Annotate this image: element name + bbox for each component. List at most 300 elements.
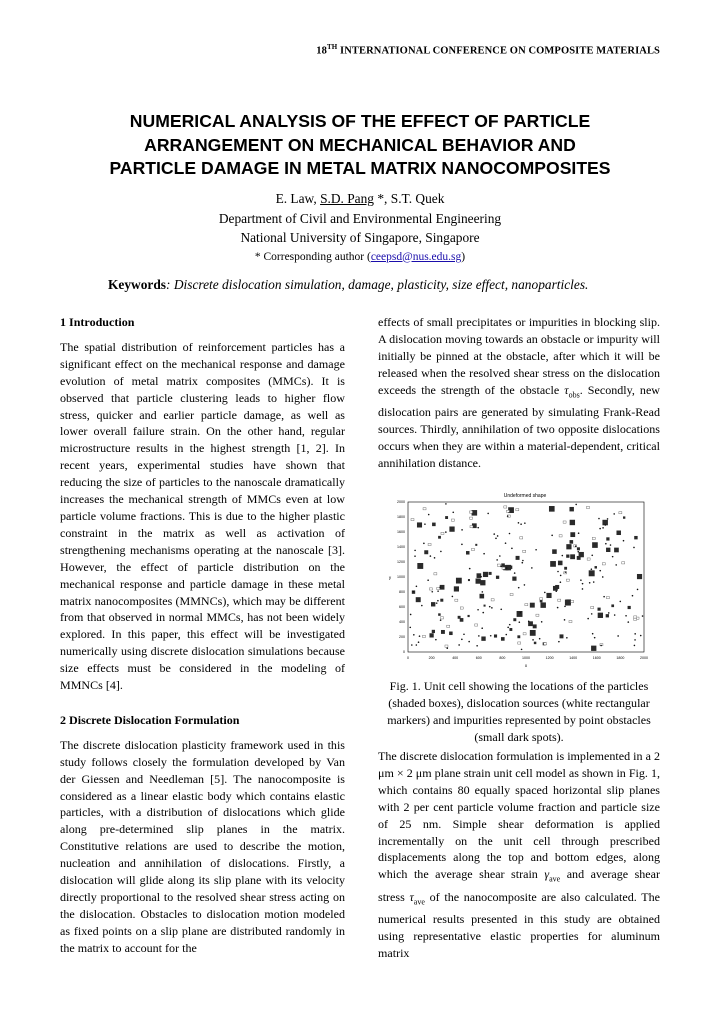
- obstacle-marker: [458, 644, 460, 646]
- obstacle-marker: [627, 621, 629, 623]
- obstacle-marker: [610, 544, 612, 546]
- source-marker: [622, 562, 625, 564]
- y-tick-label: 1600: [397, 530, 405, 535]
- obstacle-marker: [591, 568, 593, 570]
- particle-marker: [606, 548, 610, 552]
- obstacle-marker: [592, 633, 594, 635]
- obstacle-marker: [477, 527, 479, 529]
- right-column-top: [378, 314, 660, 472]
- y-tick-label: 1400: [397, 545, 405, 550]
- x-tick-label: 0: [407, 656, 409, 660]
- obstacle-marker: [625, 615, 627, 617]
- source-marker: [497, 564, 500, 566]
- particle-marker: [623, 516, 625, 518]
- x-tick-label: 1600: [592, 656, 601, 660]
- obstacle-marker: [518, 587, 520, 589]
- obstacle-marker: [575, 545, 577, 547]
- obstacle-marker: [524, 584, 526, 586]
- obstacle-marker: [520, 523, 522, 525]
- obstacle-marker: [564, 606, 566, 608]
- particle-marker: [416, 597, 421, 602]
- y-tick-label: 600: [399, 605, 405, 610]
- obstacle-marker: [544, 592, 546, 594]
- particle-marker: [566, 599, 571, 604]
- obstacle-marker: [520, 612, 522, 614]
- source-marker: [451, 519, 454, 521]
- particle-marker: [509, 566, 512, 569]
- obstacle-marker: [642, 615, 644, 617]
- obstacle-marker: [481, 627, 483, 629]
- obstacle-marker: [598, 518, 600, 520]
- obstacle-marker: [410, 614, 412, 616]
- affiliation-department: Department of Civil and Environmental Engineering: [218, 210, 502, 226]
- obstacle-marker: [412, 591, 414, 593]
- source-marker: [470, 526, 473, 528]
- source-marker: [441, 532, 444, 534]
- tau-subscript: obs: [568, 390, 580, 400]
- obstacle-marker: [528, 621, 530, 623]
- particle-marker: [429, 633, 433, 637]
- particle-marker: [589, 570, 595, 576]
- x-axis-label: x: [524, 663, 528, 668]
- obstacle-marker: [509, 533, 511, 535]
- obstacle-marker: [613, 513, 615, 515]
- particle-marker: [501, 637, 505, 641]
- obstacle-marker: [599, 570, 601, 572]
- obstacle-marker: [634, 633, 636, 635]
- particle-marker: [432, 523, 436, 527]
- source-marker: [558, 599, 561, 601]
- particle-marker: [637, 574, 642, 579]
- gamma-symbol: γ: [544, 867, 550, 882]
- particle-marker: [606, 614, 609, 617]
- particle-marker: [558, 561, 563, 566]
- impl-text-c: of the nanocomposite are also calculated. The numerical results presented in this study are obtained using representative elastic properties for aluminum matrix: [378, 889, 660, 960]
- particle-marker: [598, 613, 603, 618]
- particle-marker: [628, 606, 631, 609]
- obstacle-marker: [507, 515, 509, 517]
- obstacle-marker: [491, 607, 493, 609]
- obstacle-marker: [414, 555, 416, 557]
- obstacle-marker: [418, 641, 420, 643]
- particle-marker: [614, 548, 619, 553]
- particle-marker: [480, 580, 485, 585]
- particle-marker: [479, 594, 484, 599]
- obstacle-marker: [496, 559, 498, 561]
- x-tick-label: 200: [428, 656, 435, 660]
- obstacle-marker: [509, 624, 511, 626]
- obstacle-marker: [511, 548, 513, 550]
- obstacle-marker: [437, 590, 439, 592]
- header-ordinal: 18: [316, 45, 327, 57]
- particle-marker: [494, 634, 497, 637]
- plot-frame: [408, 502, 644, 652]
- particle-marker: [483, 572, 488, 577]
- particle-marker: [466, 551, 470, 555]
- obstacle-marker: [478, 635, 480, 637]
- particle-marker: [417, 563, 423, 569]
- obstacle-marker: [587, 618, 589, 620]
- obstacle-marker: [566, 637, 568, 639]
- obstacle-marker: [469, 568, 471, 570]
- source-marker: [540, 598, 543, 600]
- obstacle-marker: [514, 572, 516, 574]
- obstacle-marker: [599, 528, 601, 530]
- obstacle-marker: [575, 504, 577, 506]
- obstacle-marker: [637, 589, 639, 591]
- source-marker: [516, 509, 519, 511]
- obstacle-marker: [435, 639, 437, 641]
- particle-marker: [595, 566, 597, 568]
- obstacle-text-b: . Secondly, new dislocation pairs are generated by simulating Frank-Read sources. Thirdly, annihilation of two opposite dislocations occurs when they are within a material-dependent, critical annihilation distance.: [378, 382, 660, 470]
- left-column: [60, 314, 345, 957]
- y-tick-label: 800: [399, 590, 405, 595]
- particle-marker: [570, 532, 575, 537]
- source-marker: [569, 620, 572, 622]
- obstacle-marker: [557, 571, 559, 573]
- y-tick-label: 1000: [397, 575, 405, 580]
- y-tick-labels: [397, 500, 405, 654]
- obstacle-marker: [623, 540, 625, 542]
- obstacle-marker: [424, 523, 426, 525]
- particle-marker: [517, 611, 523, 617]
- x-tick-label: 1200: [545, 656, 554, 660]
- section-heading-formulation: 2 Discrete Dislocation Formulation: [60, 712, 240, 727]
- particle-marker: [512, 577, 516, 581]
- particle-marker: [534, 642, 536, 644]
- obstacle-marker: [614, 614, 616, 616]
- source-marker: [502, 567, 505, 569]
- source-marker: [634, 618, 637, 620]
- particle-marker: [431, 602, 435, 606]
- x-tick-label: 1400: [569, 656, 578, 660]
- obstacle-marker: [480, 576, 482, 578]
- obstacle-marker: [482, 612, 484, 614]
- obstacle-marker: [490, 635, 492, 637]
- obstacle-marker: [411, 644, 413, 646]
- source-marker: [447, 625, 450, 627]
- obstacle-marker: [582, 583, 584, 585]
- source-marker: [544, 643, 547, 645]
- obstacle-marker: [582, 588, 584, 590]
- source-marker: [445, 645, 448, 647]
- obstacle-marker: [615, 564, 617, 566]
- particle-marker: [598, 608, 601, 611]
- source-marker: [525, 604, 528, 606]
- plot-title: Undeformed shape: [503, 493, 547, 499]
- x-tick-label: 400: [452, 656, 459, 660]
- title-line-2: ARRANGEMENT ON MECHANICAL BEHAVIOR AND: [144, 134, 576, 155]
- obstacle-marker: [452, 596, 454, 598]
- source-marker: [518, 642, 521, 644]
- source-marker: [437, 587, 440, 589]
- source-marker: [523, 550, 526, 552]
- source-marker: [510, 593, 513, 595]
- tau-symbol-2: τ: [409, 889, 414, 904]
- source-marker: [428, 543, 431, 545]
- particle-marker: [475, 544, 477, 546]
- corr-suffix: ): [461, 250, 466, 263]
- obstacle-marker: [605, 543, 607, 545]
- particle-marker: [550, 561, 556, 567]
- obstacle-marker: [463, 633, 465, 635]
- obstacle-marker: [431, 591, 433, 593]
- particle-marker: [481, 636, 485, 640]
- keywords-label: Keywords: [108, 277, 167, 292]
- obstacle-marker: [640, 635, 642, 637]
- obstacle-marker: [524, 522, 526, 524]
- obstacle-marker: [461, 529, 463, 531]
- particle-marker: [449, 632, 453, 636]
- source-marker: [470, 517, 473, 519]
- particle-marker: [424, 550, 428, 554]
- obstacle-marker: [555, 590, 557, 592]
- particle-marker: [570, 554, 575, 559]
- obstacle-marker: [519, 621, 521, 623]
- obstacle-marker: [605, 524, 607, 526]
- obstacle-marker: [560, 581, 562, 583]
- particle-marker: [549, 506, 555, 512]
- corresponding-author: S.D. Pang: [320, 191, 375, 206]
- obstacle-marker: [607, 518, 609, 520]
- obstacle-marker: [421, 605, 423, 607]
- y-axis-label: y: [388, 575, 392, 580]
- obstacle-marker: [416, 644, 418, 646]
- particle-marker: [530, 630, 536, 636]
- obstacle-marker: [507, 627, 509, 629]
- obstacle-marker: [608, 612, 610, 614]
- x-tick-label: 1800: [616, 656, 625, 660]
- source-marker: [563, 521, 566, 523]
- particle-marker: [468, 579, 470, 581]
- obstacle-marker: [602, 527, 604, 529]
- tau-symbol: τ: [564, 382, 569, 397]
- particle-marker: [513, 618, 516, 621]
- obstacle-marker: [482, 591, 484, 593]
- x-tick-labels: [407, 656, 648, 660]
- formulation-paragraph: The discrete dislocation plasticity framework used in this study follows closely the formulation developed by Van der Giessen and Needleman [5]. The nanocomposite is considered as a linear elastic body which contains elastic particles, with a distribution of dislocations which glide along pre-determined slip planes in the matrix. Constitutive relations are used to describe the motion, nucleation and annihilation of dislocations. Firstly, a dislocation will glide along its slip plane with its velocity directly proportional to the resolved shear stress acting on the dislocation. Obstacles to dislocation motion modeled as fixed points on a slip plane are distributed randomly in the matrix to account for the: [60, 737, 345, 955]
- obstacle-marker: [476, 645, 478, 647]
- obstacle-marker: [439, 586, 441, 588]
- obstacle-marker: [452, 512, 454, 514]
- y-tick-label: 2000: [397, 500, 405, 505]
- figure-1: [378, 488, 660, 668]
- particle-marker: [438, 536, 441, 539]
- source-marker: [470, 511, 473, 513]
- source-marker: [491, 599, 494, 601]
- particle-marker: [591, 646, 596, 651]
- author-rest: *, S.T. Quek: [374, 191, 445, 206]
- source-marker: [592, 537, 595, 539]
- source-marker: [619, 512, 622, 514]
- particle-marker: [454, 586, 459, 591]
- impl-text-a: The discrete dislocation formulation is implemented in a 2 μm × 2 μm plane strain unit cell model as shown in Fig. 1, which contains 80 equally spaced horizontal slip planes with 2 per cent particle volume fraction and particle size of 25 nm. Simple shear deformation is applied incrementally on the unit cell through prescribed displacements along the top and bottom edges, along which the average shear strain: [378, 749, 660, 882]
- particle-marker: [564, 567, 567, 570]
- y-tick-label: 0: [403, 650, 405, 655]
- obstacle-marker: [562, 555, 564, 557]
- particle-marker: [440, 599, 443, 602]
- particle-marker: [460, 618, 464, 622]
- source-marker: [429, 588, 432, 590]
- keywords: [108, 277, 668, 293]
- obstacle-marker: [436, 602, 438, 604]
- obstacle-marker: [521, 649, 523, 651]
- y-tick-label: 400: [399, 620, 405, 625]
- obstacle-marker: [446, 647, 448, 649]
- obstacle-marker: [445, 531, 447, 533]
- corr-prefix: * Corresponding author (: [254, 250, 371, 263]
- author-block: [60, 189, 660, 267]
- obstacle-marker: [541, 621, 543, 623]
- paper-title: [60, 110, 660, 181]
- obstacle-marker: [477, 609, 479, 611]
- unit-cell-plot: [378, 488, 660, 668]
- obstacle-marker: [632, 595, 634, 597]
- x-tick-label: 600: [475, 656, 482, 660]
- obstacle-marker: [594, 637, 596, 639]
- source-marker: [591, 606, 594, 608]
- obstacle-marker: [580, 579, 582, 581]
- source-marker: [523, 633, 526, 635]
- particle-marker: [606, 537, 609, 540]
- obstacle-marker: [633, 547, 635, 549]
- particle-marker: [569, 507, 573, 511]
- introduction-paragraph: The spatial distribution of reinforcement particles has a significant effect on the mechanical response and damage evolution of metal matrix composites (MMCs). It is observed that particle clustering leads to higher flow stress, quicker and earlier particle damage, as well as lower overall failure strain. On the other hand, regular microstructure results in the highest strength [1, 2]. In recent years, experimental studies have shown that reducing the size of particles to the nanoscale dramatically increases the mechanical strength of MMCs even at low particle volume fractions. This is due to the higher plastic constraint in the matrix as well as activation of strengthening mechanisms operating at the nanoscale [3]. However, the effect of particle distribution on the mechanical response and particle damage in these metal matrix nanocomposites (MMNCs), which may be different from that observed in normal MMCs, has not been widely explored. In this paper, this effect will be investigated numerically using discrete dislocation simulations because size effects must be considered in the modeling of MMNCs [4].: [60, 339, 345, 693]
- source-marker: [566, 579, 569, 581]
- particle-marker: [476, 578, 481, 583]
- particle-marker: [611, 604, 614, 607]
- particle-marker: [577, 547, 580, 550]
- email-link[interactable]: ceepsd@nus.edu.sg: [370, 250, 462, 263]
- obstacle-marker: [489, 606, 491, 608]
- particle-marker: [533, 624, 537, 628]
- source-marker: [586, 506, 589, 508]
- particle-marker: [496, 576, 499, 579]
- x-tick-label: 2000: [640, 656, 648, 660]
- obstacle-marker: [495, 538, 497, 540]
- right-column-bottom: [378, 748, 660, 962]
- gamma-subscript: ave: [549, 874, 561, 884]
- particle-marker: [555, 585, 559, 589]
- tau-subscript-2: ave: [413, 897, 425, 907]
- particle-marker: [516, 556, 520, 560]
- obstacle-marker: [589, 582, 591, 584]
- impl-text-b: and average shear stress: [378, 867, 660, 904]
- obstacle-marker: [445, 503, 447, 505]
- obstacle-marker: [551, 535, 553, 537]
- obstacle-marker: [409, 627, 411, 629]
- header-ordinal-suffix: TH: [327, 43, 338, 51]
- particle-marker: [546, 593, 551, 598]
- obstacle-marker: [521, 562, 523, 564]
- obstacle-marker: [539, 638, 541, 640]
- affiliation-university: National University of Singapore, Singapore: [240, 230, 480, 245]
- formulation-implementation-paragraph: [378, 748, 660, 962]
- header-conference-name: INTERNATIONAL CONFERENCE ON COMPOSITE MATERIALS: [337, 45, 660, 57]
- obstacle-text-a: effects of small precipitates or impurities in blocking slip. A dislocation moving towards an obstacle or impurity will initially be pinned at the obstacle, after which it will be released when the resolved shear stress on the dislocation exceeds the strength of the obstacle: [378, 315, 660, 397]
- source-marker: [460, 607, 463, 609]
- obstacle-marker: [612, 556, 614, 558]
- particle-marker: [456, 578, 462, 584]
- particle-marker: [560, 634, 564, 638]
- y-tick-label: 1800: [397, 515, 405, 520]
- source-marker: [504, 506, 507, 508]
- obstacle-marker: [578, 532, 580, 534]
- obstacle-marker: [591, 555, 593, 557]
- source-marker: [520, 537, 523, 539]
- obstacle-marker: [483, 553, 485, 555]
- obstacle-marker: [419, 635, 421, 637]
- obstacle-marker: [413, 634, 415, 636]
- particle-marker: [468, 615, 470, 617]
- obstacle-marker: [497, 535, 499, 537]
- particle-marker: [566, 554, 569, 557]
- obstacle-marker: [416, 585, 418, 587]
- obstacle-marker: [437, 600, 439, 602]
- x-tick-label: 800: [499, 656, 506, 660]
- particle-marker: [441, 630, 445, 634]
- obstacle-marker: [557, 607, 559, 609]
- obstacle-marker: [434, 557, 436, 559]
- particle-marker: [530, 603, 535, 608]
- obstacle-marker: [505, 542, 507, 544]
- source-marker: [571, 600, 574, 602]
- source-marker: [587, 558, 590, 560]
- particle-marker: [566, 544, 571, 549]
- obstacle-marker: [440, 619, 442, 621]
- source-marker: [634, 616, 637, 618]
- obstacle-marker: [565, 571, 567, 573]
- obstacle-marker: [634, 639, 636, 641]
- obstacle-marker: [461, 544, 463, 546]
- particle-marker: [634, 536, 637, 539]
- particle-marker: [477, 573, 482, 578]
- obstacle-marker: [430, 555, 432, 557]
- obstacle-marker: [499, 555, 501, 557]
- particle-marker: [484, 605, 486, 607]
- keywords-list: : Discrete dislocation simulation, damage, plasticity, size effect, nanoparticles.: [166, 277, 589, 292]
- author-first: E. Law,: [275, 191, 321, 206]
- obstacle-marker: [560, 575, 562, 577]
- obstacle-paragraph: [378, 314, 660, 472]
- obstacle-marker: [617, 635, 619, 637]
- particle-marker: [570, 520, 575, 525]
- section-heading-introduction: 1 Introduction: [60, 315, 135, 329]
- obstacle-marker: [505, 634, 507, 636]
- obstacle-marker: [593, 581, 595, 583]
- obstacle-marker: [564, 619, 566, 621]
- title-line-1: NUMERICAL ANALYSIS OF THE EFFECT OF PARTICLE: [129, 111, 591, 131]
- source-marker: [475, 624, 478, 626]
- particle-marker: [449, 526, 454, 531]
- particle-marker: [592, 542, 598, 548]
- particle-marker: [616, 531, 621, 536]
- x-tick-label: 1000: [522, 656, 530, 660]
- obstacle-marker: [535, 549, 537, 551]
- obstacle-marker: [600, 645, 602, 647]
- obstacle-marker: [493, 533, 495, 535]
- author-names: [60, 189, 660, 209]
- title-line-3: PARTICLE DAMAGE IN METAL MATRIX NANOCOMPOSITES: [109, 158, 611, 178]
- obstacle-marker: [602, 576, 604, 578]
- obstacle-marker: [461, 639, 463, 641]
- source-marker: [559, 535, 562, 537]
- obstacle-marker: [468, 641, 470, 643]
- source-marker: [423, 508, 426, 510]
- obstacle-marker: [619, 601, 621, 603]
- obstacle-marker: [518, 522, 520, 524]
- obstacle-marker: [522, 560, 524, 562]
